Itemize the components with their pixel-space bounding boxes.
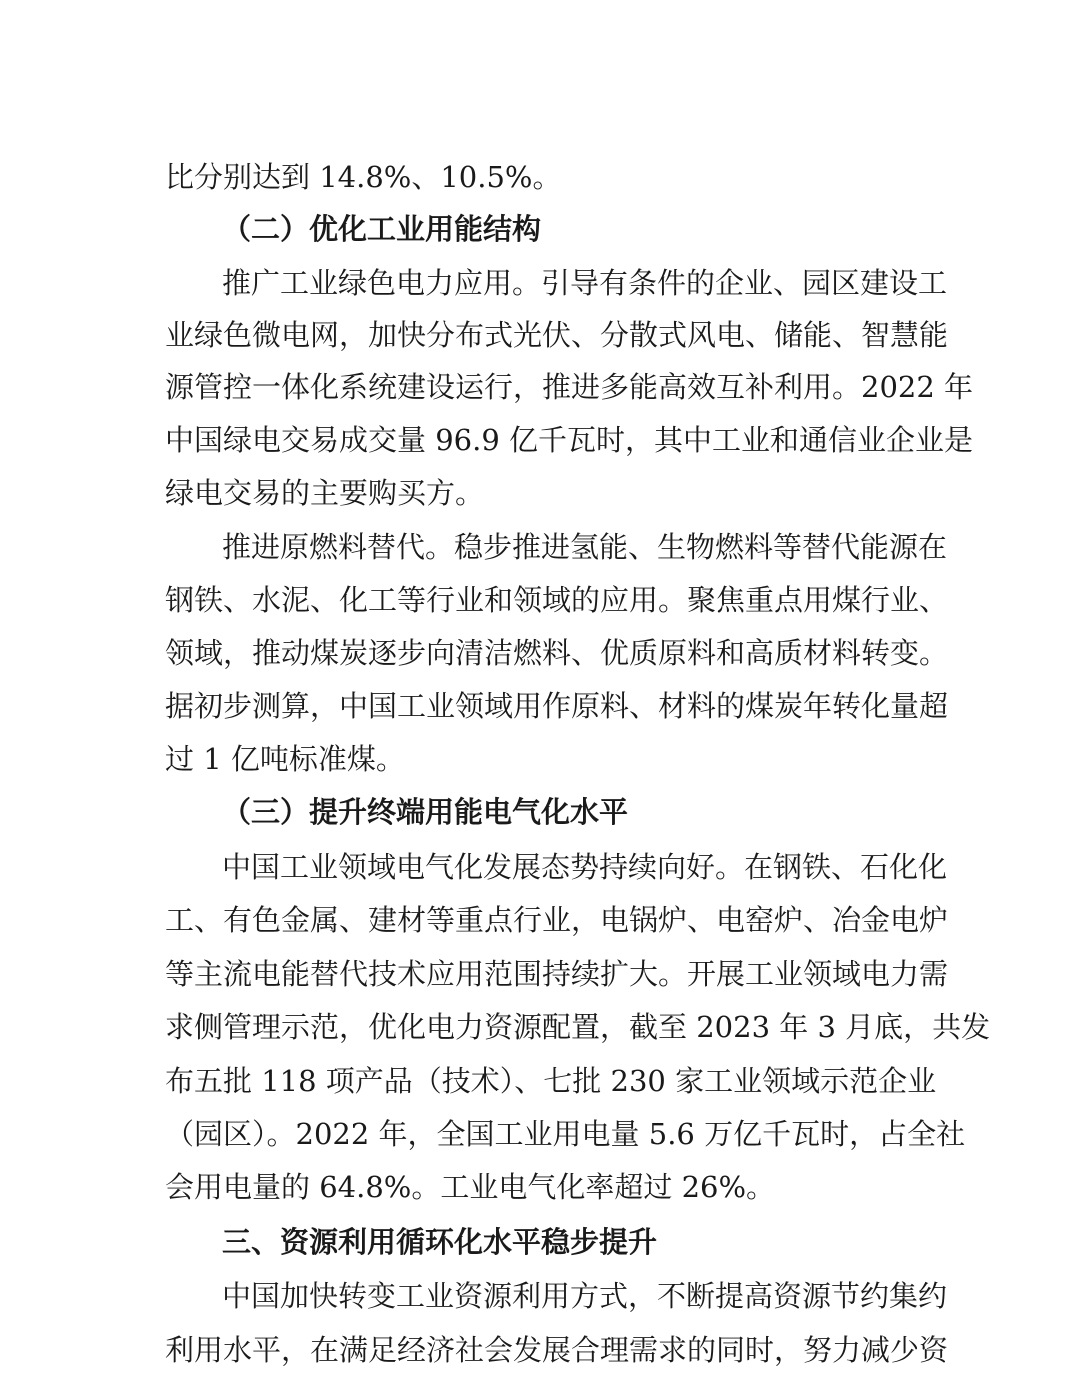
paragraph-line: 工、有色金属、建材等重点行业，电锅炉、电窑炉、冶金电炉: [165, 903, 949, 937]
subsection-heading-2: （二）优化工业用能结构: [222, 212, 542, 246]
paragraph-line: 推广工业绿色电力应用。引导有条件的企业、园区建设工: [222, 266, 948, 300]
section-heading-3: 三、资源利用循环化水平稳步提升: [222, 1225, 658, 1259]
paragraph-line: 中国绿电交易成交量 96.9 亿千瓦时，其中工业和通信业企业是: [165, 423, 974, 457]
paragraph-line: 布五批 118 项产品（技术）、七批 230 家工业领域示范企业: [165, 1064, 937, 1098]
paragraph-line: 利用水平，在满足经济社会发展合理需求的同时，努力减少资: [165, 1333, 949, 1367]
paragraph-line: 中国工业领域电气化发展态势持续向好。在钢铁、石化化: [222, 850, 948, 884]
paragraph-line: 钢铁、水泥、化工等行业和领域的应用。聚焦重点用煤行业、: [165, 583, 949, 617]
paragraph-line: 绿电交易的主要购买方。: [165, 476, 485, 510]
paragraph-line: 求侧管理示范，优化电力资源配置，截至 2023 年 3 月底，共发: [165, 1010, 991, 1044]
subsection-heading-3: （三）提升终端用能电气化水平: [222, 795, 629, 829]
paragraph-line: 会用电量的 64.8%。工业电气化率超过 26%。: [165, 1170, 776, 1204]
paragraph-line: 业绿色微电网，加快分布式光伏、分散式风电、储能、智慧能: [165, 318, 949, 352]
paragraph-line: 推进原燃料替代。稳步推进氢能、生物燃料等替代能源在: [222, 530, 948, 564]
paragraph-line: 源管控一体化系统建设运行，推进多能高效互补利用。2022 年: [165, 370, 974, 404]
paragraph-line: 等主流电能替代技术应用范围持续扩大。开展工业领域电力需: [165, 957, 949, 991]
paragraph-line: 领域，推动煤炭逐步向清洁燃料、优质原料和高质材料转变。: [165, 636, 949, 670]
paragraph-line: 据初步测算，中国工业领域用作原料、材料的煤炭年转化量超: [165, 689, 949, 723]
paragraph-line: （园区）。2022 年，全国工业用电量 5.6 万亿千瓦时，占全社: [165, 1117, 966, 1151]
paragraph-line: 过 1 亿吨标准煤。: [165, 742, 405, 776]
paragraph-line: 比分别达到 14.8%、10.5%。: [165, 160, 562, 194]
paragraph-line: 中国加快转变工业资源利用方式，不断提高资源节约集约: [222, 1279, 948, 1313]
